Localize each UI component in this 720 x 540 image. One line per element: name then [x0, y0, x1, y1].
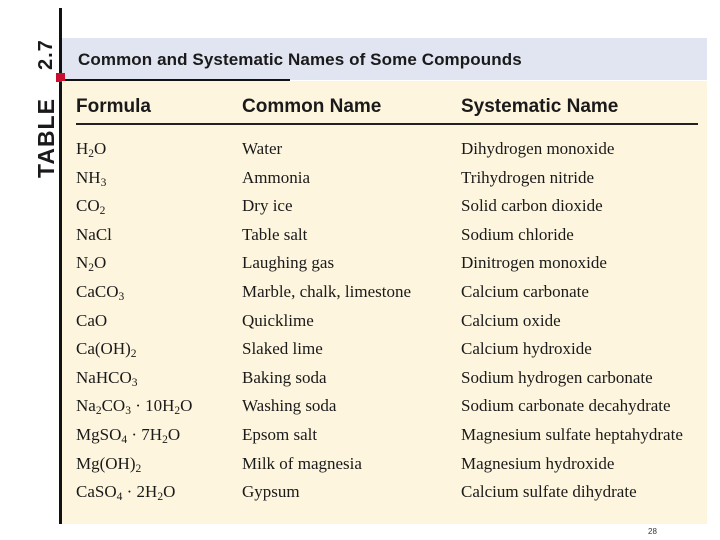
title-bar	[62, 38, 707, 80]
header-common-name: Common Name	[242, 96, 382, 117]
table-row	[62, 168, 707, 196]
systematic-name-cell: Solid carbon dioxide	[461, 196, 603, 216]
table-row	[62, 196, 707, 224]
systematic-name-cell: Calcium sulfate dihydrate	[461, 482, 637, 502]
formula-cell: $N_2O$	[76, 253, 107, 275]
formula-cell: $Na_2CO_3 \cdot 10H_2O$	[76, 396, 193, 418]
formula-cell: CaCO$_3$	[76, 282, 125, 303]
table-row	[62, 253, 707, 281]
common-name-cell: Laughing gas	[242, 253, 335, 273]
compound-table	[62, 81, 707, 524]
table-row	[62, 282, 707, 310]
systematic-name-cell: Calcium carbonate	[461, 282, 589, 301]
systematic-name-cell: Dinitrogen monoxide	[461, 253, 607, 273]
formula-cell: $Mg(OH)_2$	[76, 453, 142, 475]
formula-cell: NaHCO$_3$	[76, 367, 138, 389]
formula-cell: MgSO$_4$ · $7H_2O$	[76, 425, 181, 446]
page-number: 28	[648, 527, 657, 536]
systematic-name-cell: Dihydrogen monoxide	[461, 139, 615, 158]
table-row	[62, 454, 707, 482]
table-title: Common and Systematic Names of Some Compounds	[78, 50, 522, 69]
common-name-cell: Milk of magnesia	[242, 453, 362, 473]
common-name-cell: Ammonia	[242, 167, 310, 187]
systematic-name-cell: Calcium oxide	[461, 310, 561, 330]
table-row	[62, 368, 707, 396]
systematic-name-cell: Magnesium hydroxide	[461, 453, 615, 473]
table-row	[62, 396, 707, 424]
common-name-cell: Gypsum	[242, 482, 300, 502]
common-name-cell: Marble, chalk, limestone	[242, 282, 412, 301]
table-row	[62, 482, 707, 510]
formula-cell: $Ca(OH)_2$	[76, 339, 137, 361]
systematic-name-cell: Sodium chloride	[461, 224, 574, 244]
table-number: 2.7	[35, 39, 57, 70]
systematic-name-cell: Calcium hydroxide	[461, 339, 592, 359]
formula-cell: $NH_3$	[76, 167, 107, 189]
common-name-cell: Washing soda	[242, 396, 337, 416]
table-row	[62, 339, 707, 367]
systematic-name-cell: Magnesium sulfate heptahydrate	[461, 425, 683, 444]
formula-cell: CaO	[76, 310, 108, 330]
header-rule	[76, 123, 698, 125]
common-name-cell: Quicklime	[242, 310, 314, 330]
table-row	[62, 425, 707, 453]
header-systematic-name: Systematic Name	[461, 96, 619, 117]
common-name-cell: Baking soda	[242, 367, 327, 387]
formula-cell: $H_2O$	[76, 139, 107, 160]
header-formula: Formula	[76, 96, 151, 117]
systematic-name-cell: Trihydrogen nitride	[461, 167, 595, 187]
common-name-cell: Epsom salt	[242, 425, 318, 444]
formula-cell: $CO_2$	[76, 196, 106, 218]
common-name-cell: Dry ice	[242, 196, 293, 216]
table-row	[62, 139, 707, 167]
table-row	[62, 225, 707, 253]
common-name-cell: Table salt	[242, 224, 308, 244]
formula-cell: NaCl	[76, 224, 112, 244]
table-side-label	[0, 0, 60, 200]
table-row	[62, 311, 707, 339]
table-word: TABLE	[33, 98, 59, 178]
common-name-cell: Slaked lime	[242, 339, 323, 359]
formula-cell: CaSO$_4$ · $2H_2O$	[76, 482, 176, 504]
systematic-name-cell: Sodium hydrogen carbonate	[461, 367, 653, 387]
common-name-cell: Water	[242, 139, 283, 158]
systematic-name-cell: Sodium carbonate decahydrate	[461, 396, 671, 416]
